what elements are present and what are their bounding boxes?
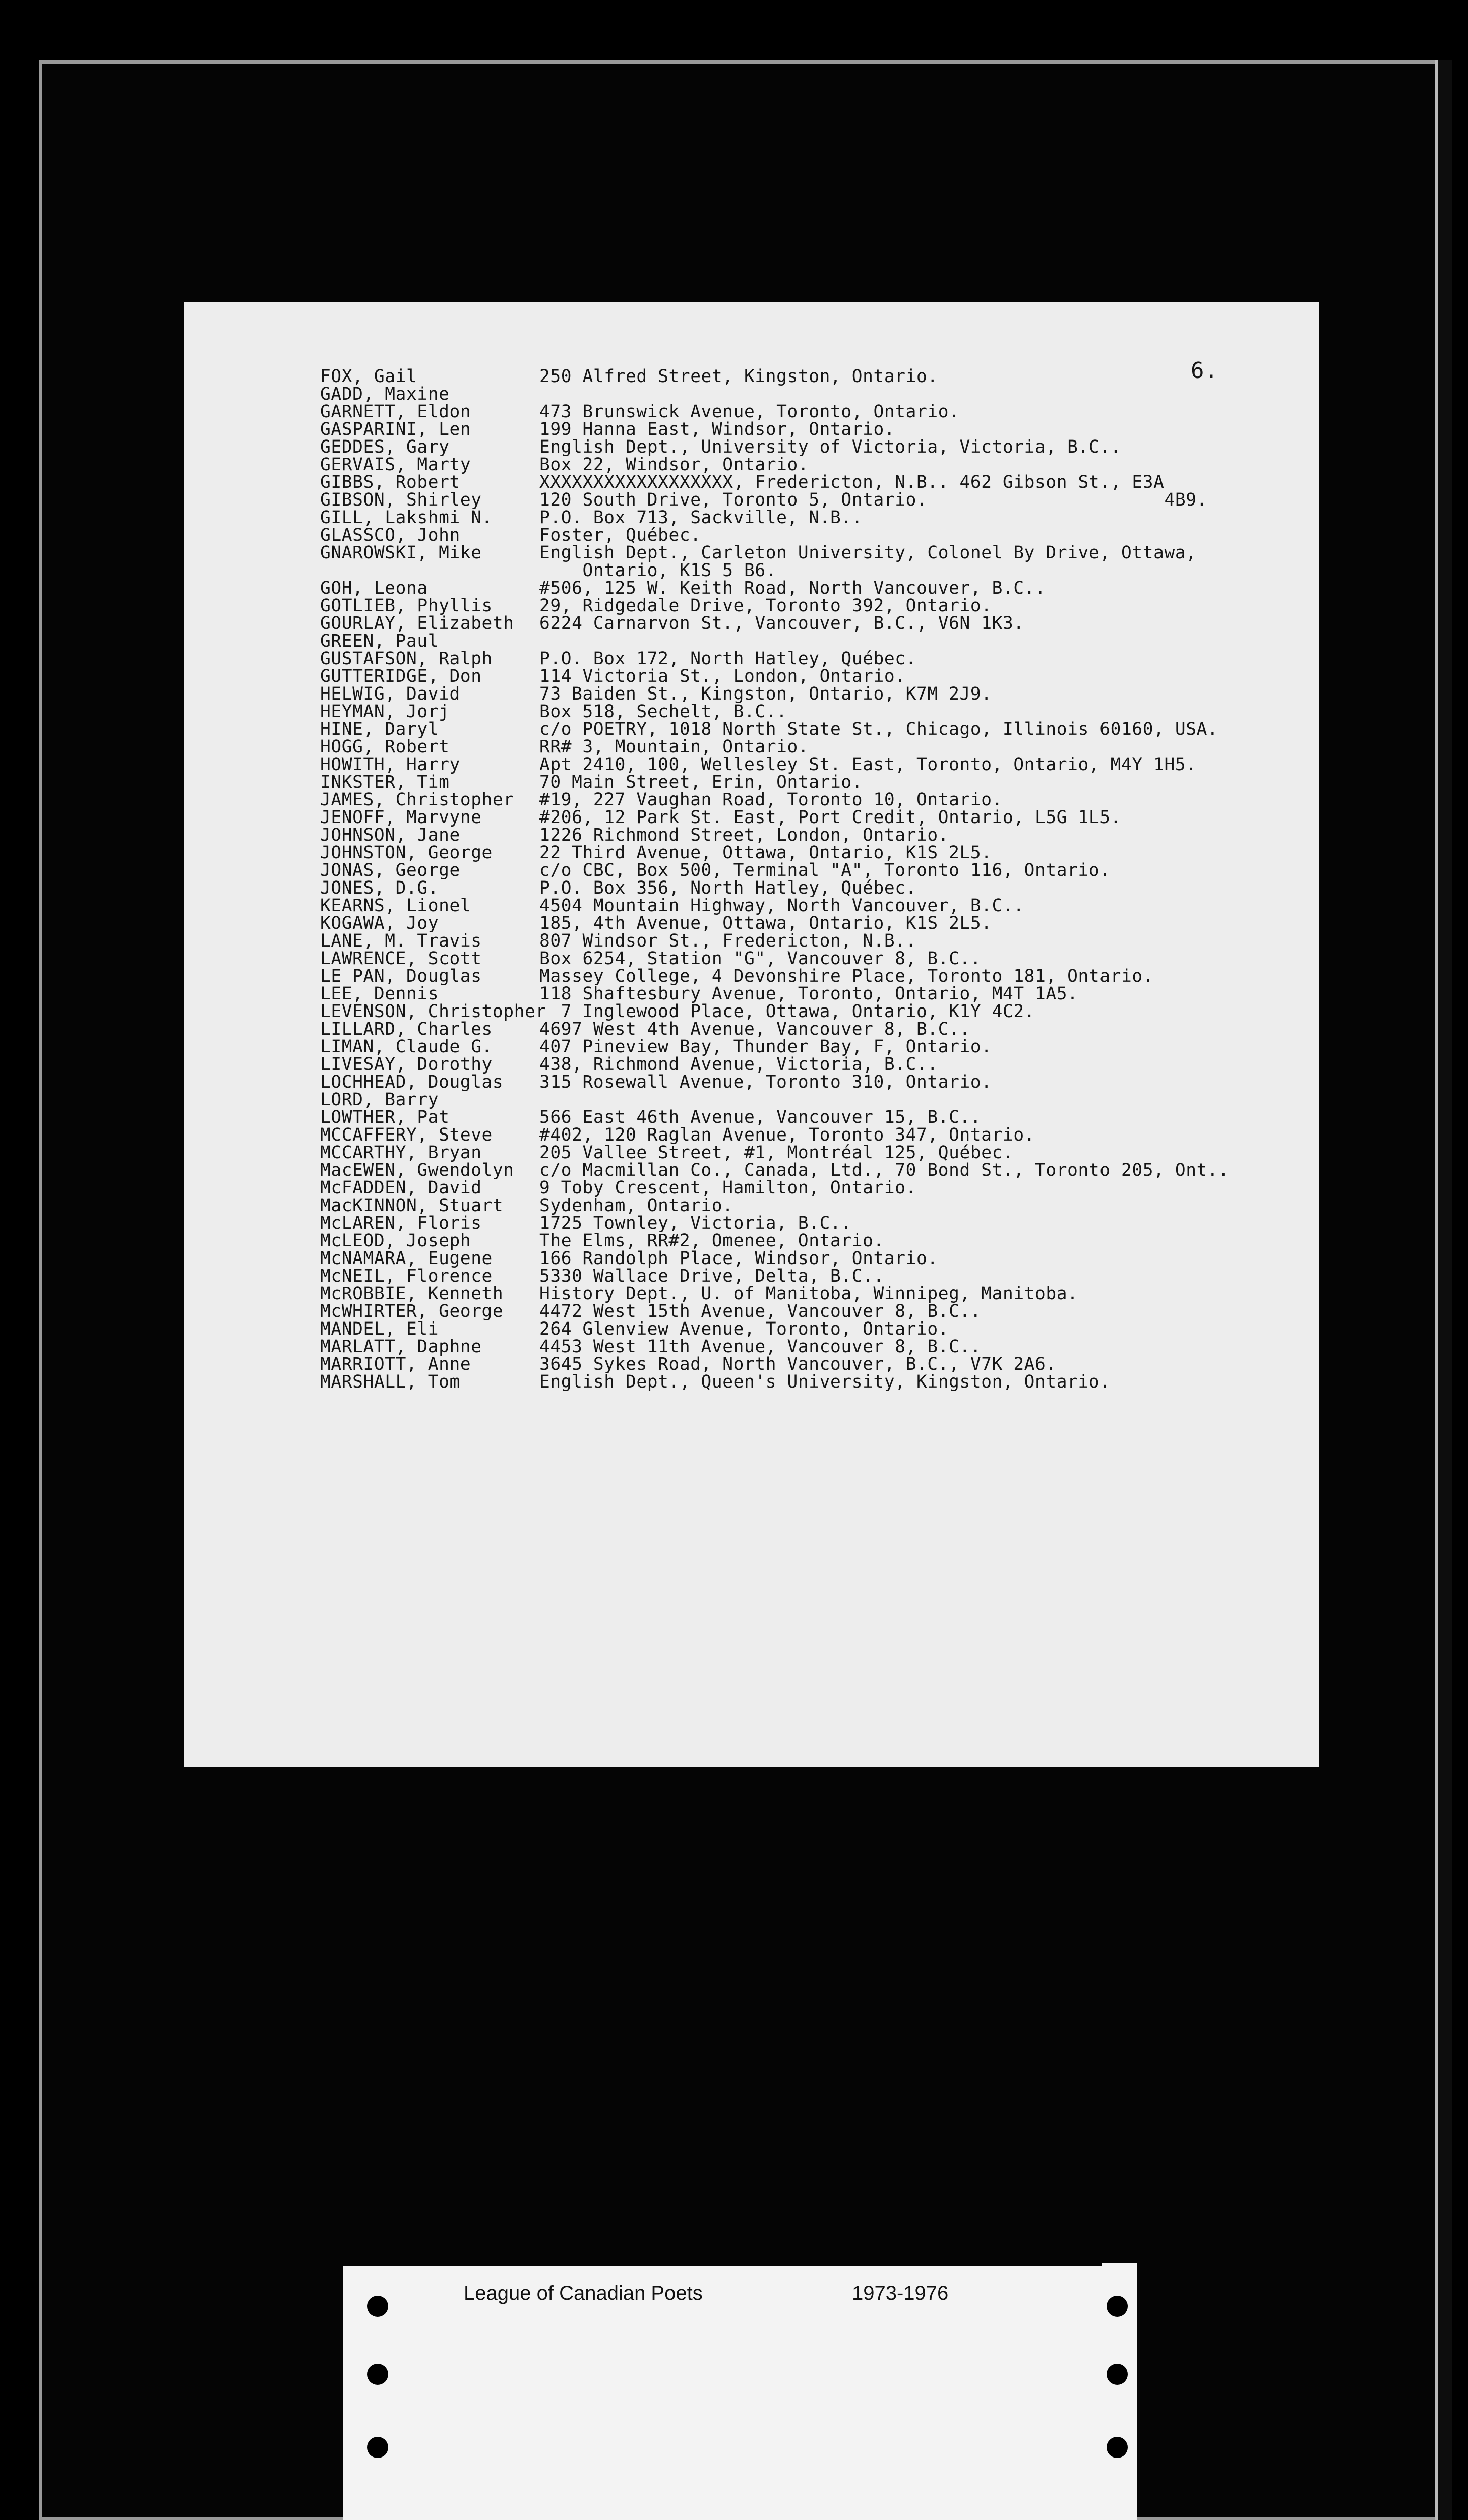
entry-row: [320, 1303, 1259, 1320]
entry-row: [320, 827, 1259, 844]
entry-row: [320, 633, 1259, 650]
entry-address: 205 Vallee Street, #1, Montréal 125, Québec.: [539, 1143, 1014, 1163]
entry-row: [320, 509, 1259, 527]
entry-address: Foster, Québec.: [539, 525, 701, 545]
entry-address: 250 Alfred Street, Kingston, Ontario.: [539, 366, 938, 387]
sprocket-hole: [1107, 2296, 1128, 2317]
entry-row: [320, 756, 1259, 774]
entry-address: 9 Toby Crescent, Hamilton, Ontario.: [539, 1178, 916, 1198]
entry-address: 22 Third Avenue, Ottawa, Ontario, K1S 2L5.: [539, 843, 992, 863]
entry-address: 807 Windsor St., Fredericton, N.B..: [539, 931, 916, 951]
entry-row: [320, 1126, 1259, 1144]
entry-address: 73 Baiden St., Kingston, Ontario, K7M 2J9.: [539, 684, 992, 704]
entry-name: LIVESAY, Dorothy: [320, 1054, 493, 1075]
entry-name: GASPARINI, Len: [320, 419, 471, 439]
entry-name: JONES, D.G.: [320, 878, 439, 898]
entry-address: 4472 West 15th Avenue, Vancouver 8, B.C..: [539, 1301, 982, 1321]
sprocket-hole: [367, 2437, 388, 2458]
entry-name: McNAMARA, Eugene: [320, 1248, 493, 1269]
entry-name: JONAS, George: [320, 860, 460, 880]
entry-name: GEDDES, Gary: [320, 437, 450, 457]
entry-name: McNEIL, Florence: [320, 1266, 493, 1286]
entry-address: Box 518, Sechelt, B.C..: [539, 702, 787, 722]
entry-row: [320, 1215, 1259, 1232]
entry-name: KEARNS, Lionel: [320, 896, 471, 916]
entry-name: GERVAIS, Marty: [320, 455, 471, 475]
entry-name: GARNETT, Eldon: [320, 402, 471, 422]
entry-name: GUSTAFSON, Ralph: [320, 649, 493, 669]
entry-name: GNAROWSKI, Mike: [320, 543, 482, 563]
entry-row: [320, 1038, 1259, 1056]
entry-address: 315 Rosewall Avenue, Toronto 310, Ontario.: [539, 1072, 992, 1092]
sprocket-hole: [367, 2364, 388, 2385]
entry-address: P.O. Box 356, North Hatley, Québec.: [539, 878, 916, 898]
entry-name: GUTTERIDGE, Don: [320, 666, 482, 686]
entry-name: KOGAWA, Joy: [320, 913, 439, 933]
entry-row: [320, 386, 1259, 403]
entry-name: McLAREN, Floris: [320, 1213, 482, 1233]
entry-row: [320, 809, 1259, 827]
entry-row: [320, 1373, 1259, 1391]
entry-address: 185, 4th Avenue, Ottawa, Ontario, K1S 2L5.: [539, 913, 992, 933]
entry-address: 5330 Wallace Drive, Delta, B.C..: [539, 1266, 884, 1286]
entry-address: Massey College, 4 Devonshire Place, Toronto 181, Ontario.: [539, 966, 1154, 986]
entry-name: JAMES, Christopher: [320, 790, 514, 810]
entry-name: GIBSON, Shirley: [320, 490, 482, 510]
entry-address: 438, Richmond Avenue, Victoria, B.C..: [539, 1054, 938, 1075]
entry-address: English Dept., University of Victoria, Victoria, B.C..: [539, 437, 1122, 457]
entry-row: [320, 897, 1259, 915]
entry-address: 6224 Carnarvon St., Vancouver, B.C., V6N 1K3.: [539, 613, 1024, 634]
document-page: [184, 302, 1319, 1767]
entry-address: 166 Randolph Place, Windsor, Ontario.: [539, 1248, 938, 1269]
entry-row: [320, 950, 1259, 968]
entry-name: McWHIRTER, George: [320, 1301, 504, 1321]
entry-row: [320, 738, 1259, 756]
entry-row: [320, 1356, 1259, 1373]
entry-name: MCCARTHY, Bryan: [320, 1143, 482, 1163]
entry-address: 7 Inglewood Place, Ottawa, Ontario, K1Y 4C2.: [539, 1001, 1035, 1022]
entry-row: [320, 915, 1259, 932]
entry-address: c/o POETRY, 1018 North State St., Chicago, Illinois 60160, USA.: [539, 719, 1218, 739]
entry-row: [320, 650, 1259, 668]
entry-row: [320, 1162, 1259, 1179]
entry-row: [320, 721, 1259, 738]
entry-address: 4453 West 11th Avenue, Vancouver 8, B.C..: [539, 1337, 982, 1357]
entry-row: [320, 615, 1259, 633]
entry-row: [320, 1109, 1259, 1126]
caption-strip-backing: [343, 2342, 1137, 2520]
entry-row: [320, 544, 1259, 580]
entry-address: P.O. Box 172, North Hatley, Québec.: [539, 649, 916, 669]
entry-name: HELWIG, David: [320, 684, 460, 704]
entry-row: [320, 1074, 1259, 1091]
entry-row: [320, 403, 1259, 421]
entry-address: 566 East 46th Avenue, Vancouver 15, B.C..: [539, 1107, 982, 1127]
entry-row: [320, 438, 1259, 456]
entry-name: GLASSCO, John: [320, 525, 460, 545]
entry-name: LEVENSON, Christopher: [320, 1001, 546, 1022]
entry-row: [320, 474, 1259, 491]
entry-row: [320, 879, 1259, 897]
entry-address: English Dept., Carleton University, Colonel By Drive, Ottawa, Ontario, K1S 5 B6.: [539, 543, 1197, 581]
entry-name: MCCAFFERY, Steve: [320, 1125, 493, 1145]
entry-row: [320, 368, 1259, 386]
entry-row: [320, 1250, 1259, 1268]
entry-name: MANDEL, Eli: [320, 1319, 439, 1339]
entry-address: History Dept., U. of Manitoba, Winnipeg, Manitoba.: [539, 1284, 1078, 1304]
collection-title: League of Canadian Poets: [464, 2282, 703, 2304]
sprocket-hole: [1107, 2364, 1128, 2385]
entry-name: GOH, Leona: [320, 578, 428, 598]
entry-address: 114 Victoria St., London, Ontario.: [539, 666, 906, 686]
entry-name: LANE, M. Travis: [320, 931, 482, 951]
entry-name: LOWTHER, Pat: [320, 1107, 450, 1127]
entry-name: McFADDEN, David: [320, 1178, 482, 1198]
entry-address: 70 Main Street, Erin, Ontario.: [539, 772, 863, 792]
entry-address: 4697 West 4th Avenue, Vancouver 8, B.C..: [539, 1019, 970, 1039]
entry-name: LE PAN, Douglas: [320, 966, 482, 986]
entry-address: XXXXXXXXXXXXXXXXXX, Fredericton, N.B.. 462 Gibson St., E3A: [539, 472, 1165, 492]
entry-name: LOCHHEAD, Douglas: [320, 1072, 504, 1092]
entry-row: [320, 985, 1259, 1003]
entry-row: [320, 491, 1259, 509]
entry-row: [320, 1144, 1259, 1162]
entry-address: 1725 Townley, Victoria, B.C..: [539, 1213, 852, 1233]
entry-address: 1226 Richmond Street, London, Ontario.: [539, 825, 949, 845]
entry-name: HOGG, Robert: [320, 737, 450, 757]
entry-row: [320, 1232, 1259, 1250]
entry-address: #206, 12 Park St. East, Port Credit, Ontario, L5G 1L5.: [539, 807, 1122, 828]
entry-address: Apt 2410, 100, Wellesley St. East, Toronto, Ontario, M4Y 1H5.: [539, 754, 1197, 775]
entry-name: LORD, Barry: [320, 1090, 439, 1110]
entry-row: [320, 685, 1259, 703]
entry-row: [320, 527, 1259, 544]
sprocket-hole: [1107, 2437, 1128, 2458]
entry-name: INKSTER, Tim: [320, 772, 450, 792]
entry-name: HOWITH, Harry: [320, 754, 460, 775]
entry-row: [320, 1179, 1259, 1197]
entry-address: Box 6254, Station "G", Vancouver 8, B.C..: [539, 949, 982, 969]
entry-address: 118 Shaftesbury Avenue, Toronto, Ontario, M4T 1A5.: [539, 984, 1078, 1004]
entry-address: 29, Ridgedale Drive, Toronto 392, Ontario.: [539, 596, 992, 616]
entry-row: [320, 1285, 1259, 1303]
entry-address: 120 South Drive, Toronto 5, Ontario. 4B9.: [539, 490, 1207, 510]
entry-name: MARRIOTT, Anne: [320, 1354, 471, 1374]
entry-name: GOURLAY, Elizabeth: [320, 613, 514, 634]
entry-row: [320, 791, 1259, 809]
entry-address: RR# 3, Mountain, Ontario.: [539, 737, 809, 757]
entry-name: MARLATT, Daphne: [320, 1337, 482, 1357]
entry-row: [320, 580, 1259, 597]
entry-address: #506, 125 W. Keith Road, North Vancouver, B.C..: [539, 578, 1046, 598]
collection-years: 1973-1976: [852, 2282, 949, 2304]
entry-address: Sydenham, Ontario.: [539, 1195, 733, 1216]
entry-row: [320, 1091, 1259, 1109]
entry-address: Box 22, Windsor, Ontario.: [539, 455, 809, 475]
entry-name: GILL, Lakshmi N.: [320, 508, 493, 528]
entry-address: c/o CBC, Box 500, Terminal "A", Toronto 116, Ontario.: [539, 860, 1111, 880]
entry-row: [320, 597, 1259, 615]
entry-row: [320, 1056, 1259, 1074]
address-list: [320, 368, 1259, 1391]
entry-row: [320, 668, 1259, 685]
entry-name: JOHNSON, Jane: [320, 825, 460, 845]
entry-address: The Elms, RR#2, Omenee, Ontario.: [539, 1231, 884, 1251]
entry-name: MacKINNON, Stuart: [320, 1195, 504, 1216]
entry-row: [320, 703, 1259, 721]
entry-name: GOTLIEB, Phyllis: [320, 596, 493, 616]
entry-row: [320, 456, 1259, 474]
entry-address: 199 Hanna East, Windsor, Ontario.: [539, 419, 895, 439]
entry-name: LEE, Dennis: [320, 984, 439, 1004]
entry-name: McLEOD, Joseph: [320, 1231, 471, 1251]
entry-address: 264 Glenview Avenue, Toronto, Ontario.: [539, 1319, 949, 1339]
entry-address: #402, 120 Raglan Avenue, Toronto 347, Ontario.: [539, 1125, 1035, 1145]
entry-row: [320, 862, 1259, 879]
entry-row: [320, 1320, 1259, 1338]
entry-address: P.O. Box 713, Sackville, N.B..: [539, 508, 863, 528]
entry-name: MARSHALL, Tom: [320, 1372, 460, 1392]
entry-address: 4504 Mountain Highway, North Vancouver, B.C..: [539, 896, 1024, 916]
entry-row: [320, 1268, 1259, 1285]
entry-row: [320, 1003, 1259, 1021]
entry-address: English Dept., Queen's University, Kingston, Ontario.: [539, 1372, 1111, 1392]
entry-name: GREEN, Paul: [320, 631, 439, 651]
entry-name: JOHNSTON, George: [320, 843, 493, 863]
entry-name: FOX, Gail: [320, 366, 417, 387]
entry-name: GIBBS, Robert: [320, 472, 460, 492]
entry-address: #19, 227 Vaughan Road, Toronto 10, Ontario.: [539, 790, 1003, 810]
entry-address: 3645 Sykes Road, North Vancouver, B.C., V7K 2A6.: [539, 1354, 1057, 1374]
entry-address: c/o Macmillan Co., Canada, Ltd., 70 Bond St., Toronto 205, Ont..: [539, 1160, 1229, 1180]
entry-name: LAWRENCE, Scott: [320, 949, 482, 969]
entry-row: [320, 932, 1259, 950]
entry-row: [320, 421, 1259, 438]
entry-row: [320, 1338, 1259, 1356]
page-number: 6.: [1191, 358, 1218, 384]
sprocket-hole: [367, 2296, 388, 2317]
entry-name: GADD, Maxine: [320, 384, 450, 404]
entry-row: [320, 844, 1259, 862]
entry-name: McROBBIE, Kenneth: [320, 1284, 504, 1304]
entry-name: HINE, Daryl: [320, 719, 439, 739]
entry-name: HEYMAN, Jorj: [320, 702, 450, 722]
entry-row: [320, 1197, 1259, 1215]
entry-name: LILLARD, Charles: [320, 1019, 493, 1039]
entry-row: [320, 1021, 1259, 1038]
entry-name: JENOFF, Marvyne: [320, 807, 482, 828]
entry-address: 473 Brunswick Avenue, Toronto, Ontario.: [539, 402, 960, 422]
caption-strip: [343, 2266, 1134, 2342]
entry-address: 407 Pineview Bay, Thunder Bay, F, Ontario.: [539, 1037, 992, 1057]
entry-name: MacEWEN, Gwendolyn: [320, 1160, 514, 1180]
entry-name: LIMAN, Claude G.: [320, 1037, 493, 1057]
entry-row: [320, 968, 1259, 985]
entry-row: [320, 774, 1259, 791]
